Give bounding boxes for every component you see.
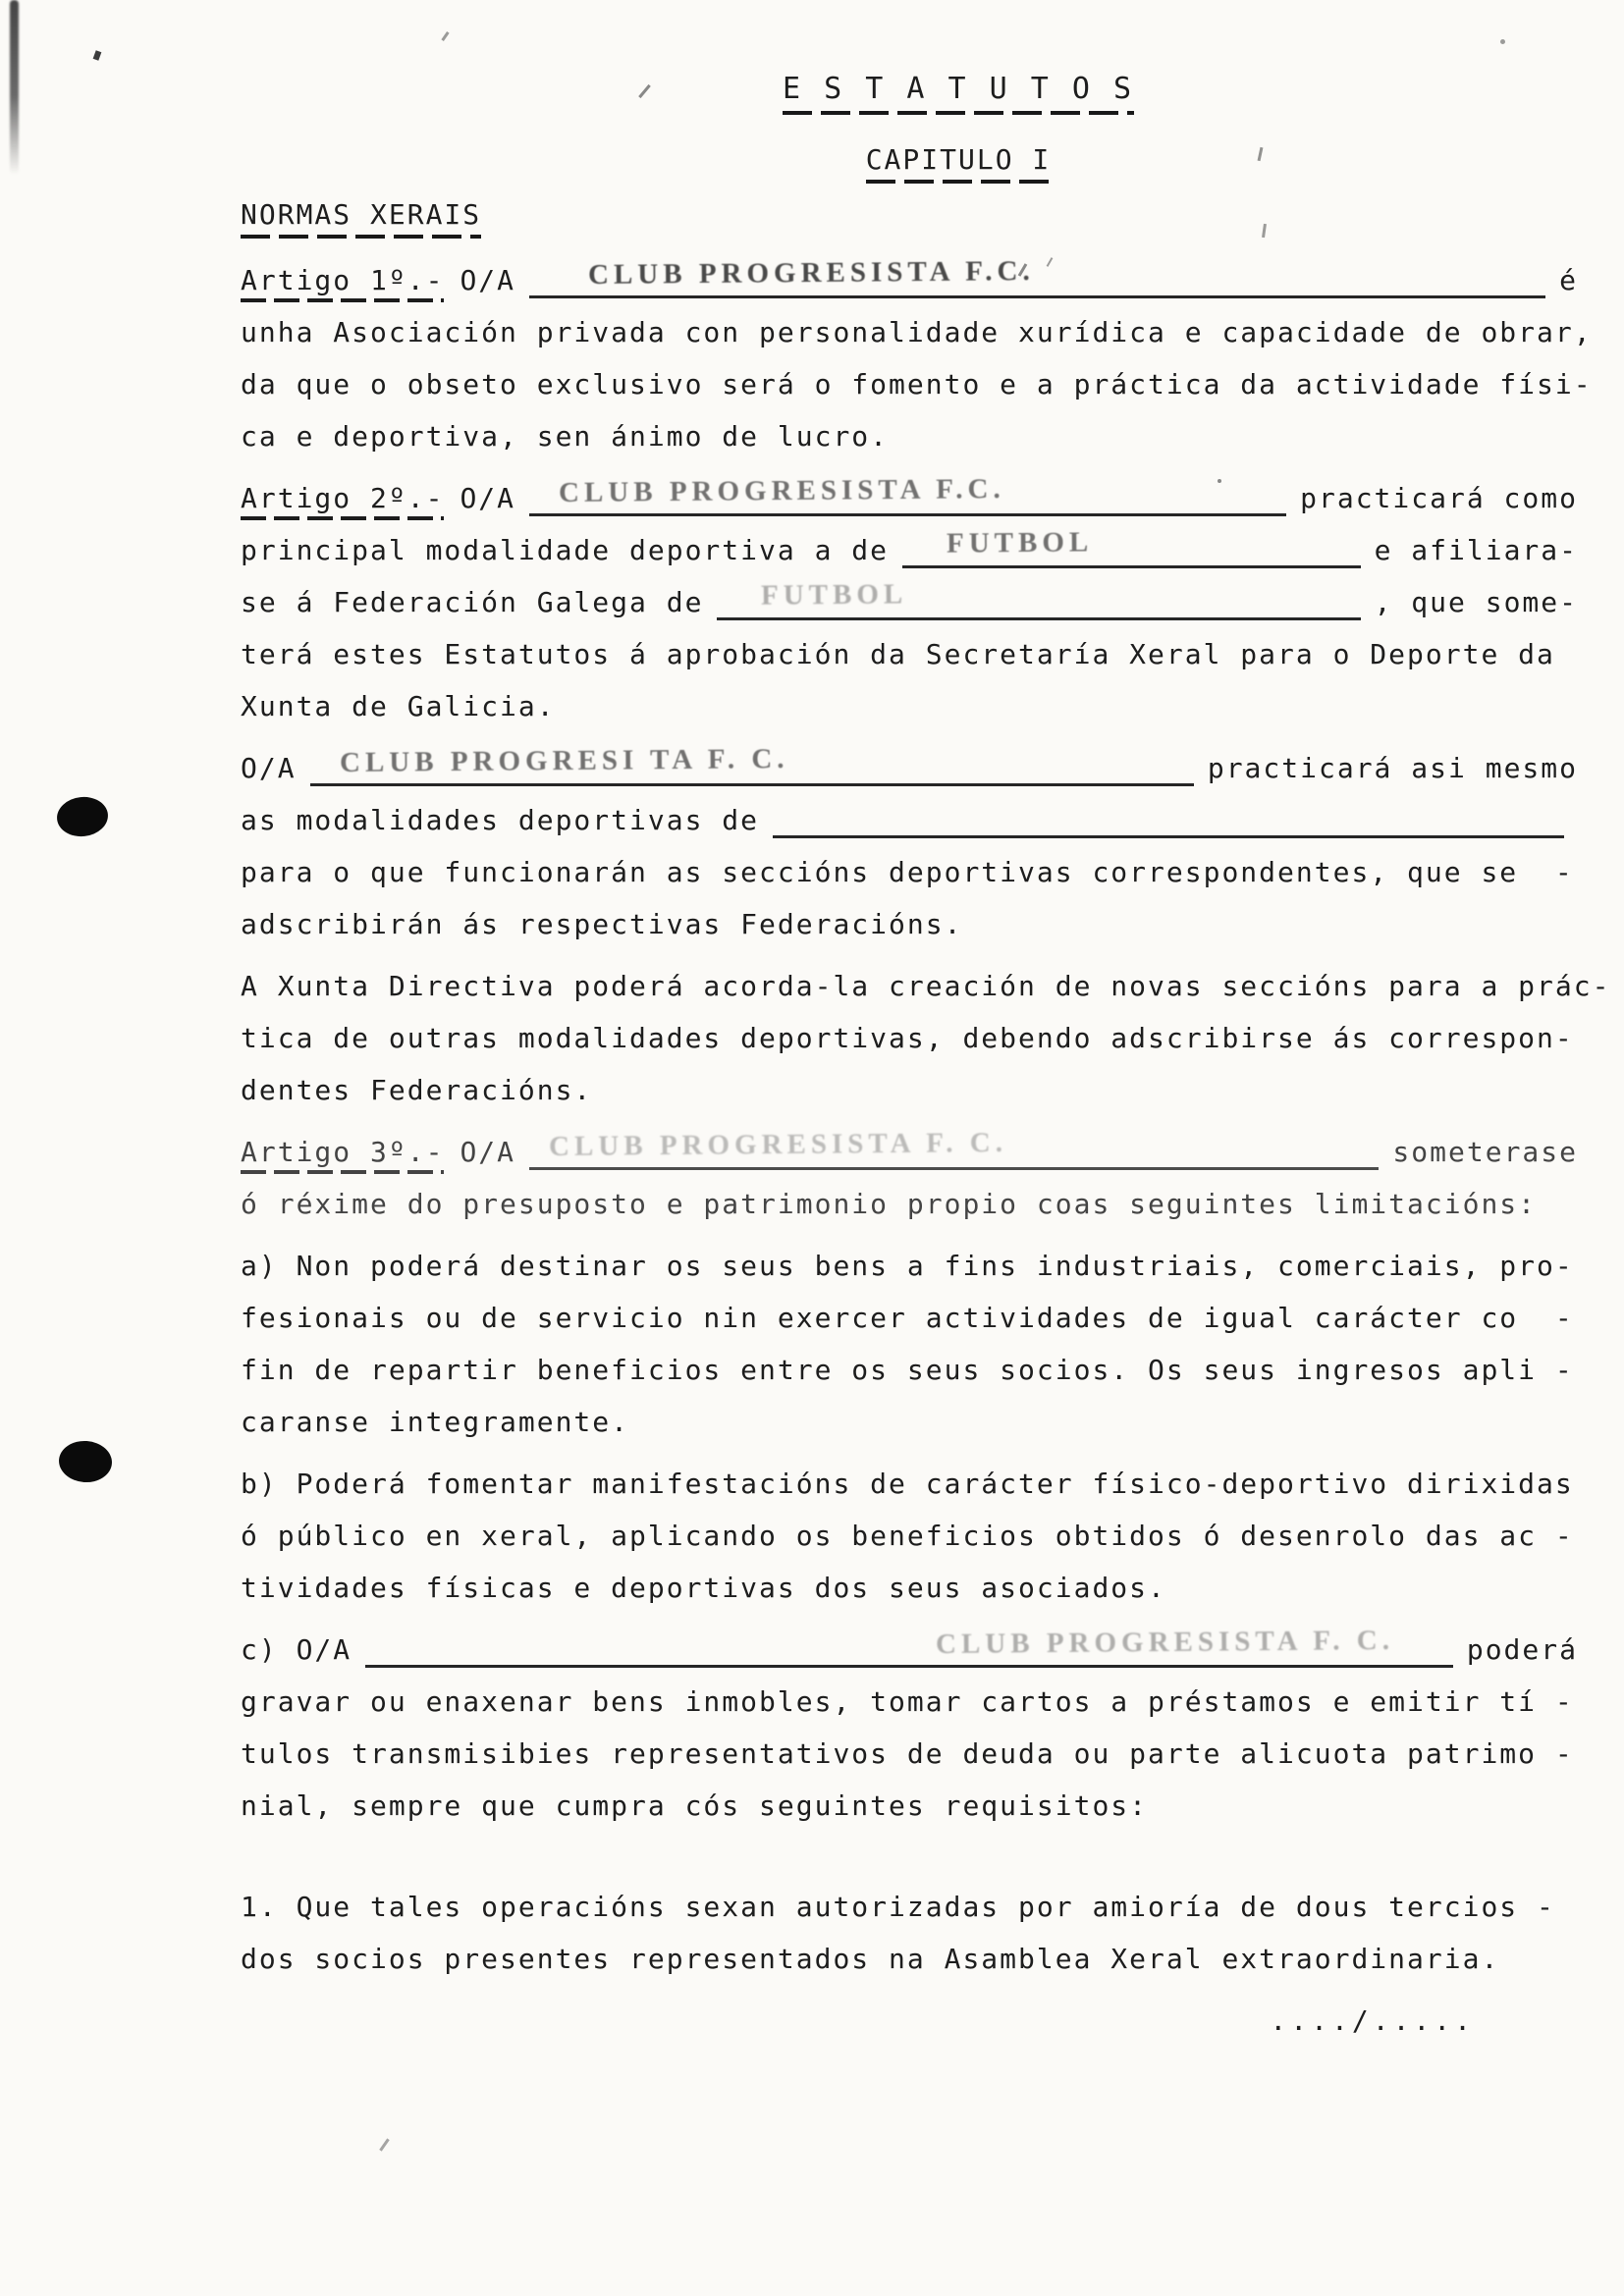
item-1-body <box>241 1881 1578 1985</box>
item-c-body <box>241 1676 1578 1832</box>
text-line: ca e deportiva, sen ánimo de lucro. <box>241 419 890 453</box>
article-2-line-3 <box>241 576 1578 628</box>
club-name-blank <box>529 1126 1379 1170</box>
sport-blank <box>902 525 1361 568</box>
article-3-body <box>241 1178 1578 1230</box>
scan-speck <box>93 50 102 61</box>
club-name-stamp: CLUB PROGRESISTA F. C. <box>548 1126 1008 1162</box>
text-line: caranse integramente. <box>241 1405 630 1438</box>
article-1-label: Artigo 1º.- <box>241 263 444 302</box>
clause-xunta-body <box>241 960 1611 1116</box>
text-line: 1. Que tales operacións sexan autorizadas por amioría de dous tercios - <box>241 1890 1555 1923</box>
item-a <box>241 1240 1578 1448</box>
article-3 <box>241 1126 1578 1230</box>
article-2-opening-line <box>241 472 1578 524</box>
continuation-mark: ..../..... <box>1270 2003 1475 2037</box>
club-name-blank <box>529 472 1286 516</box>
item-a-body <box>241 1240 1578 1448</box>
scan-edge-artifact <box>10 0 19 175</box>
item-c-prefix: c) O/A <box>241 1632 352 1666</box>
clause-same-club <box>241 742 1578 950</box>
text-line: a) Non poderá destinar os seus bens a fins industriais, comerciais, pro- <box>241 1249 1574 1282</box>
item-c <box>241 1624 1578 1832</box>
chapter-heading: CAPITULO I <box>866 142 1052 184</box>
item-b <box>241 1458 1578 1614</box>
article-2-after-blank: practicará como <box>1300 481 1578 514</box>
text-line: adscribirán ás respectivas Federacións. <box>241 907 963 940</box>
item-c-opening-line <box>241 1624 1578 1676</box>
text-line: fin de repartir beneficios entre os seus socios. Os seus ingresos apli - <box>241 1353 1574 1386</box>
text-line: b) Poderá fomentar manifestacións de carácter físico-deportivo dirixidas <box>241 1467 1574 1500</box>
article-2 <box>241 472 1578 732</box>
article-1-opening-line <box>241 254 1578 306</box>
federation-blank <box>717 577 1360 620</box>
clause-opening-line <box>241 742 1578 794</box>
scan-speck <box>379 2138 389 2151</box>
text-line: A Xunta Directiva poderá acorda-la creación de novas seccións para a prác- <box>241 969 1611 1002</box>
club-name-blank <box>310 742 1194 786</box>
clause-body <box>241 846 1578 950</box>
sport-stamp: FUTBOL <box>946 525 1094 560</box>
article-2-line-3-after: , que some- <box>1374 585 1578 618</box>
text-line: tividades físicas e deportivas dos seus asociados. <box>241 1571 1166 1604</box>
article-1-body <box>241 306 1593 462</box>
article-2-label: Artigo 2º.- <box>241 481 444 520</box>
text-line: dos socios presentes representados na Asamblea Xeral extraordinaria. <box>241 1942 1500 1975</box>
item-b-body <box>241 1458 1578 1614</box>
article-3-subject-prefix: O/A <box>460 1135 516 1168</box>
article-3-opening-line <box>241 1126 1578 1178</box>
clause-subject-prefix: O/A <box>241 751 297 784</box>
document-body <box>241 71 1611 2047</box>
club-name-stamp: CLUB PROGRESISTA F.C. <box>558 472 1005 508</box>
text-line: dentes Federacións. <box>241 1073 593 1106</box>
club-name-stamp: CLUB PROGRESISTA F. C. <box>935 1624 1394 1660</box>
text-line: gravar ou enaxenar bens inmobles, tomar cartos a préstamos e emitir tí - <box>241 1684 1574 1718</box>
hole-punch <box>55 794 110 838</box>
document-title: E S T A T U T O S <box>783 71 1134 115</box>
article-3-label: Artigo 3º.- <box>241 1135 444 1174</box>
article-2-subject-prefix: O/A <box>460 481 516 514</box>
clause-line-2-text: as modalidades deportivas de <box>241 803 760 836</box>
hole-punch <box>58 1439 114 1484</box>
article-2-line-2 <box>241 524 1578 576</box>
text-line: terá estes Estatutos á aprobación da Secretaría Xeral para o Deporte da <box>241 637 1555 670</box>
scan-speck <box>1500 39 1505 44</box>
clause-line-2 <box>241 794 1578 846</box>
text-line: para o que funcionarán as seccións deportivas correspondentes, que se - <box>241 855 1574 888</box>
modalities-blank-empty <box>773 831 1564 838</box>
scan-speck <box>441 31 449 41</box>
text-line: ó público en xeral, aplicando os beneficios obtidos ó desenrolo das ac - <box>241 1519 1574 1552</box>
chapter-heading-wrap <box>290 142 1624 184</box>
section-heading-wrap <box>241 197 1578 239</box>
text-line: ó réxime do presuposto e patrimonio propio coas seguintes limitacións: <box>241 1187 1538 1220</box>
document-header <box>290 71 1624 115</box>
text-line: fesionais ou de servicio nin exercer actividades de igual carácter co - <box>241 1301 1574 1334</box>
section-heading: NORMAS XERAIS <box>241 197 481 239</box>
text-line: tica de outras modalidades deportivas, debendo adscribirse ás correspon- <box>241 1021 1574 1054</box>
article-1 <box>241 254 1593 462</box>
club-name-stamp: CLUB PROGRESISTA F.C. <box>587 254 1035 291</box>
article-1-subject-prefix: O/A <box>460 263 516 296</box>
item-1 <box>241 1881 1578 1985</box>
article-3-after-blank: someterase <box>1392 1135 1578 1168</box>
clause-xunta-directiva <box>241 960 1611 1116</box>
article-2-line-2-after: e afiliara- <box>1374 533 1578 566</box>
club-name-stamp: CLUB PROGRESI TA F. C. <box>339 742 789 778</box>
article-2-line-3-text: se á Federación Galega de <box>241 585 704 618</box>
text-line: unha Asociación privada con personalidade xurídica e capacidade de obrar, <box>241 315 1593 348</box>
federation-stamp: FUTBOL <box>761 577 908 612</box>
text-line: tulos transmisibies representativos de deuda ou parte alicuota patrimo - <box>241 1736 1574 1770</box>
article-2-line-2-text: principal modalidade deportiva a de <box>241 533 890 566</box>
text-line: Xunta de Galicia. <box>241 689 556 722</box>
text-line: da que o obseto exclusivo será o fomento e a práctica da actividade físi- <box>241 367 1593 400</box>
club-name-blank <box>365 1624 1453 1668</box>
article-2-body <box>241 628 1578 732</box>
clause-after-blank: practicará asi mesmo <box>1207 751 1578 784</box>
item-c-after-blank: poderá <box>1466 1632 1578 1666</box>
club-name-blank <box>529 254 1545 298</box>
article-1-after-blank: é <box>1559 263 1578 296</box>
text-line: nial, sempre que cumpra cós seguintes requisitos: <box>241 1789 1149 1822</box>
